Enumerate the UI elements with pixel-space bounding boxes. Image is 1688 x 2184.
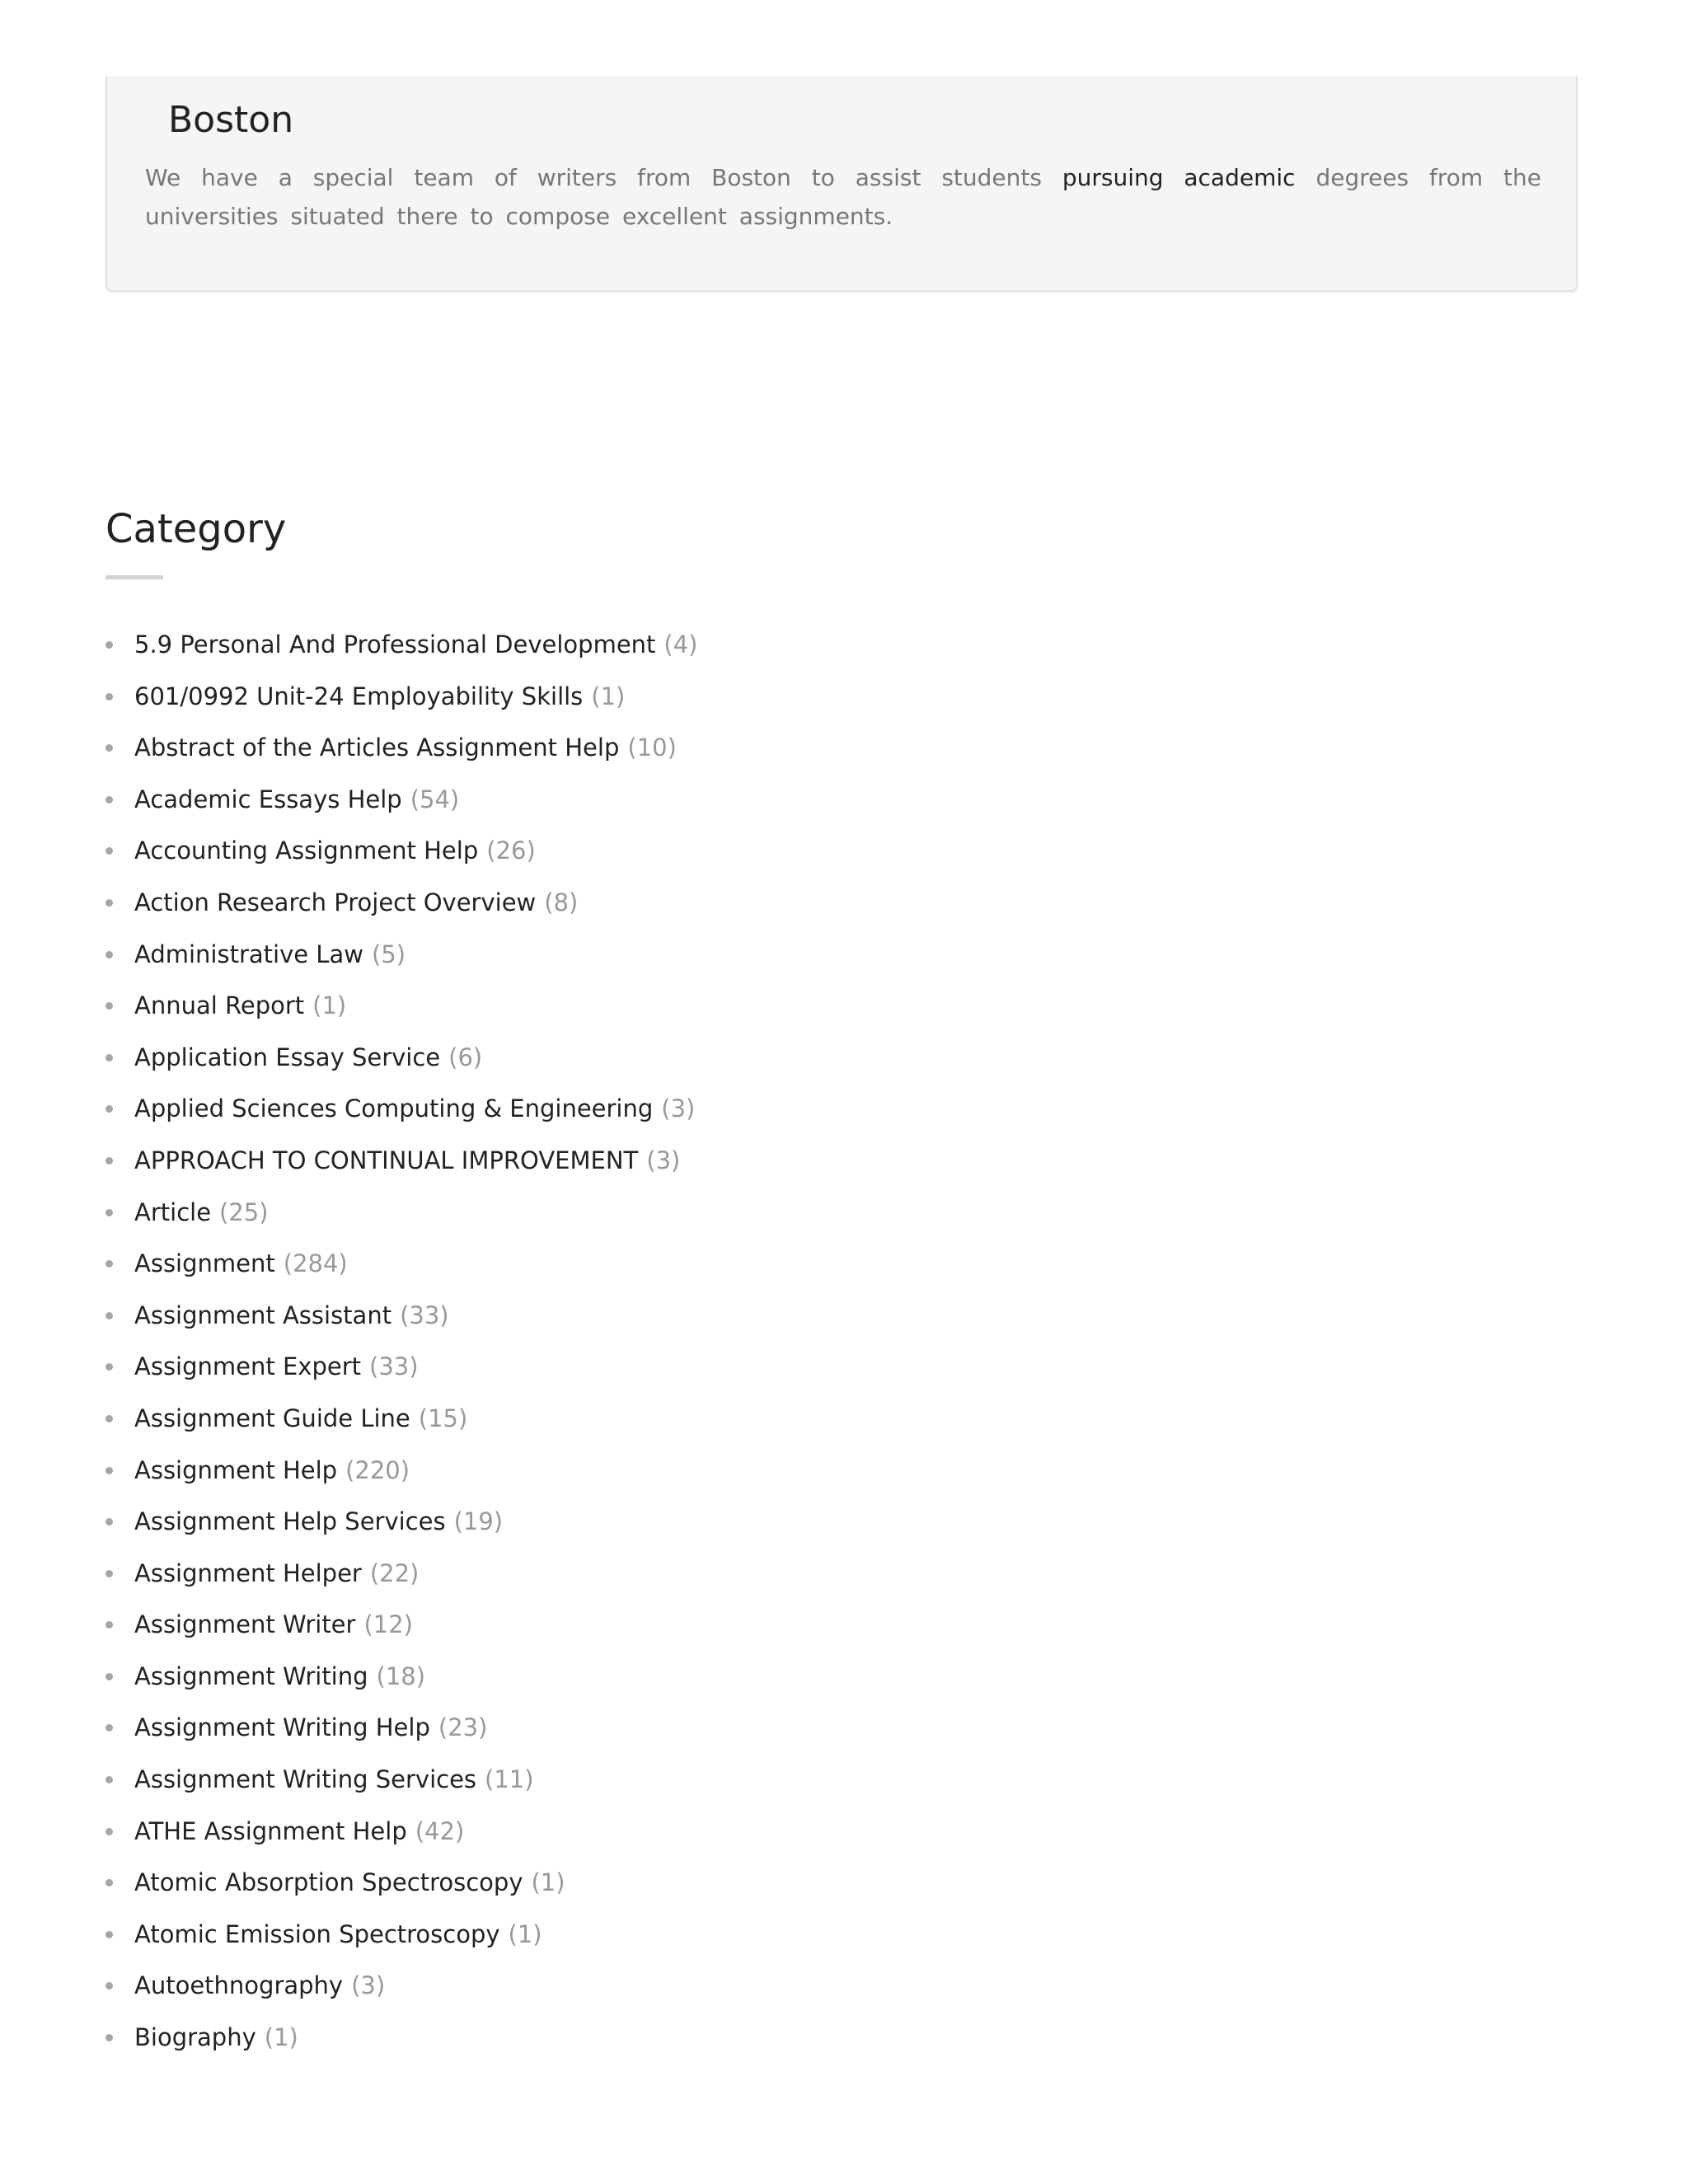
- category-count: (26): [486, 837, 536, 865]
- city-description-text-end: degrees from the universities situated there to compose excellent assignments.: [145, 164, 1542, 230]
- category-count: (12): [363, 1610, 413, 1639]
- category-link[interactable]: Abstract of the Articles Assignment Help: [134, 733, 620, 762]
- bullet-icon: [106, 2034, 113, 2041]
- category-link[interactable]: Applied Sciences Computing & Engineering: [134, 1094, 654, 1123]
- category-count: (3): [661, 1094, 696, 1123]
- category-count: (22): [369, 1558, 420, 1587]
- category-item: [106, 774, 698, 826]
- bullet-icon: [106, 1467, 113, 1474]
- category-link[interactable]: Assignment Expert: [134, 1352, 361, 1381]
- category-item: [106, 877, 698, 929]
- category-link[interactable]: Academic Essays Help: [134, 785, 402, 813]
- category-count: (10): [627, 733, 677, 762]
- category-count: (11): [485, 1765, 534, 1794]
- category-link[interactable]: Assignment Guide Line: [134, 1404, 410, 1432]
- bullet-icon: [106, 1982, 113, 1990]
- category-count: (18): [376, 1661, 426, 1690]
- bullet-icon: [106, 1105, 113, 1113]
- category-item: [106, 1083, 698, 1135]
- category-count: (3): [646, 1146, 681, 1174]
- category-item: [106, 1754, 698, 1806]
- category-link[interactable]: 601/0992 Unit-24 Employability Skills: [134, 682, 584, 710]
- category-item: [106, 1599, 698, 1651]
- bullet-icon: [106, 693, 113, 701]
- bullet-icon: [106, 1363, 113, 1371]
- bullet-icon: [106, 951, 113, 958]
- bullet-icon: [106, 1828, 113, 1835]
- bullet-icon: [106, 1415, 113, 1422]
- category-item: [106, 1032, 698, 1084]
- category-item: [106, 929, 698, 981]
- category-link[interactable]: Accounting Assignment Help: [134, 837, 479, 865]
- category-item: [106, 1960, 698, 2012]
- bullet-icon: [106, 1776, 113, 1783]
- category-link[interactable]: Article: [134, 1197, 212, 1226]
- category-link[interactable]: Assignment Help: [134, 1455, 338, 1484]
- category-item: [106, 722, 698, 774]
- category-item: [106, 1909, 698, 1961]
- category-item: [106, 1857, 698, 1909]
- category-count: (33): [400, 1301, 449, 1329]
- category-item: [106, 1187, 698, 1239]
- category-item: [106, 1651, 698, 1703]
- bullet-icon: [106, 1724, 113, 1732]
- bullet-icon: [106, 1157, 113, 1165]
- city-description-highlight: pursuing academic: [1062, 164, 1296, 191]
- category-item: [106, 1290, 698, 1342]
- category-item: [106, 2012, 698, 2064]
- bullet-icon: [106, 899, 113, 907]
- category-count: (33): [369, 1352, 419, 1381]
- category-count: (284): [283, 1249, 348, 1278]
- category-count: (8): [544, 888, 579, 916]
- bullet-icon: [106, 1002, 113, 1010]
- category-count: (220): [345, 1455, 410, 1484]
- bullet-icon: [106, 744, 113, 752]
- bullet-icon: [106, 1621, 113, 1629]
- category-count: (42): [415, 1816, 465, 1845]
- category-count: (54): [410, 785, 460, 813]
- category-item: [106, 1238, 698, 1290]
- category-item: [106, 1548, 698, 1600]
- bullet-icon: [106, 1260, 113, 1268]
- bullet-icon: [106, 1209, 113, 1216]
- category-item: [106, 1341, 698, 1393]
- category-link[interactable]: Annual Report: [134, 991, 305, 1020]
- bullet-icon: [106, 1054, 113, 1062]
- category-item: [106, 825, 698, 877]
- category-count: (1): [531, 1868, 565, 1897]
- category-link[interactable]: Assignment Assistant: [134, 1301, 392, 1329]
- category-count: (3): [351, 1971, 386, 2000]
- bullet-icon: [106, 1673, 113, 1680]
- category-count: (1): [312, 991, 347, 1020]
- category-link[interactable]: Assignment: [134, 1249, 275, 1278]
- category-item: [106, 1702, 698, 1754]
- category-item: [106, 1496, 698, 1548]
- bullet-icon: [106, 1312, 113, 1319]
- bullet-icon: [106, 1570, 113, 1577]
- category-count: (1): [264, 2023, 298, 2052]
- category-item: [106, 671, 698, 723]
- category-link[interactable]: Administrative Law: [134, 940, 363, 968]
- category-link[interactable]: ATHE Assignment Help: [134, 1816, 407, 1845]
- bullet-icon: [106, 847, 113, 855]
- category-item: [106, 1135, 698, 1187]
- category-count: (1): [591, 682, 626, 710]
- category-count: (23): [438, 1713, 488, 1742]
- category-link[interactable]: APPROACH TO CONTINUAL IMPROVEMENT: [134, 1146, 639, 1174]
- category-link[interactable]: Assignment Writer: [134, 1610, 356, 1639]
- category-title: Category: [106, 506, 287, 552]
- category-item: [106, 1393, 698, 1445]
- category-link[interactable]: Assignment Helper: [134, 1558, 362, 1587]
- category-count: (25): [219, 1197, 269, 1226]
- category-link[interactable]: Assignment Writing Services: [134, 1765, 477, 1794]
- category-count: (1): [508, 1919, 542, 1948]
- category-link[interactable]: Assignment Writing Help: [134, 1713, 430, 1742]
- city-title: Boston: [168, 99, 294, 141]
- category-link[interactable]: 5.9 Personal And Professional Development: [134, 630, 656, 658]
- bullet-icon: [106, 1879, 113, 1886]
- category-link[interactable]: Assignment Help Services: [134, 1507, 446, 1536]
- category-link[interactable]: Atomic Absorption Spectroscopy: [134, 1868, 523, 1897]
- category-item: [106, 619, 698, 671]
- bullet-icon: [106, 796, 113, 804]
- category-link[interactable]: Autoethnography: [134, 1971, 344, 2000]
- category-count: (15): [418, 1404, 468, 1432]
- category-link[interactable]: Assignment Writing: [134, 1661, 368, 1690]
- category-link[interactable]: Atomic Emission Spectroscopy: [134, 1919, 500, 1948]
- category-list: [106, 619, 698, 2064]
- category-count: (4): [663, 630, 698, 658]
- category-item: [106, 1806, 698, 1858]
- category-count: (6): [448, 1043, 483, 1071]
- city-description-text: We have a special team of writers from Boston to assist students: [145, 164, 1042, 191]
- bullet-icon: [106, 1518, 113, 1526]
- category-link[interactable]: Biography: [134, 2023, 256, 2052]
- bullet-icon: [106, 641, 113, 649]
- city-card: [106, 76, 1578, 292]
- city-description: [145, 158, 1541, 236]
- category-link[interactable]: Action Research Project Overview: [134, 888, 537, 916]
- category-count: (19): [453, 1507, 504, 1536]
- bullet-icon: [106, 1931, 113, 1938]
- category-item: [106, 980, 698, 1032]
- category-item: [106, 1445, 698, 1497]
- category-title-underline: [106, 575, 163, 579]
- category-count: (5): [371, 940, 406, 968]
- category-link[interactable]: Application Essay Service: [134, 1043, 441, 1071]
